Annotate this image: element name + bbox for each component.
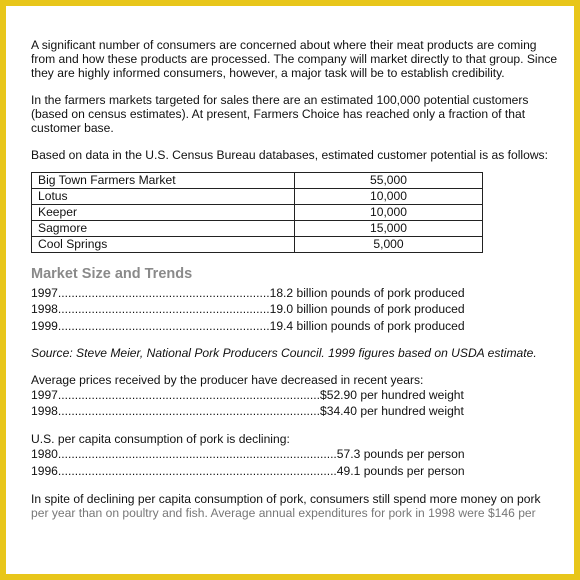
table-row [32, 189, 483, 205]
document-page [6, 6, 574, 574]
list-item: 1998..............................................................................$34.40 per hundred weight [31, 404, 464, 419]
potential-cell: 10,000 [295, 205, 483, 221]
markets-paragraph: In the farmers markets targeted for sales there are an estimated 100,000 potential customers (based on census estimates). At present, Farmers Choice has reached only a fraction of that customer base. [31, 93, 529, 135]
consumption-list [31, 446, 561, 479]
list-item: 1996...................................................................................49.1 pounds per person [31, 463, 465, 478]
potential-cell: 15,000 [295, 221, 483, 237]
consumption-intro: U.S. per capita consumption of pork is declining: [31, 432, 290, 447]
market-name-cell: Big Town Farmers Market [32, 173, 295, 189]
list-item: 1997...............................................................18.2 billion pounds of pork produced [31, 286, 465, 300]
prices-list [31, 387, 561, 420]
list-item: 1980...................................................................................57.3 pounds per person [31, 447, 465, 462]
intro-paragraph: A significant number of consumers are concerned about where their meat products are coming from and how these products are processed. The company will market directly to that group. Since they are highly informed consumers, however, a major task will be to establish credibility. [31, 38, 558, 80]
final-paragraph-line2: per year than on poultry and fish. Average annual expenditures for pork in 1998 were $146 per [31, 506, 536, 521]
final-paragraph-line1: In spite of declining per capita consumption of pork, consumers still spend more money on pork [31, 492, 541, 507]
table-row [32, 205, 483, 221]
table-row [32, 173, 483, 189]
customer-potential-table [31, 172, 483, 253]
potential-cell: 10,000 [295, 189, 483, 205]
list-item: 1997..............................................................................$52.90 per hundred weight [31, 387, 464, 402]
document-content [31, 38, 561, 520]
list-item: 1999...............................................................19.4 billion pounds of pork produced [31, 318, 465, 333]
list-item: 1998...............................................................19.0 billion pounds of pork produced [31, 302, 465, 317]
table-row [32, 237, 483, 253]
market-name-cell: Cool Springs [32, 237, 295, 253]
prices-intro: Average prices received by the producer have decreased in recent years: [31, 372, 424, 387]
market-name-cell: Sagmore [32, 221, 295, 237]
census-paragraph: Based on data in the U.S. Census Bureau databases, estimated customer potential is as follows: [31, 148, 548, 162]
potential-cell: 5,000 [295, 237, 483, 253]
production-list [31, 285, 561, 334]
market-name-cell: Lotus [32, 189, 295, 205]
market-size-heading: Market Size and Trends [31, 266, 193, 282]
source-note: Source: Steve Meier, National Pork Producers Council. 1999 figures based on USDA estimate. [31, 345, 537, 360]
market-name-cell: Keeper [32, 205, 295, 221]
potential-cell: 55,000 [295, 173, 483, 189]
table-row [32, 221, 483, 237]
